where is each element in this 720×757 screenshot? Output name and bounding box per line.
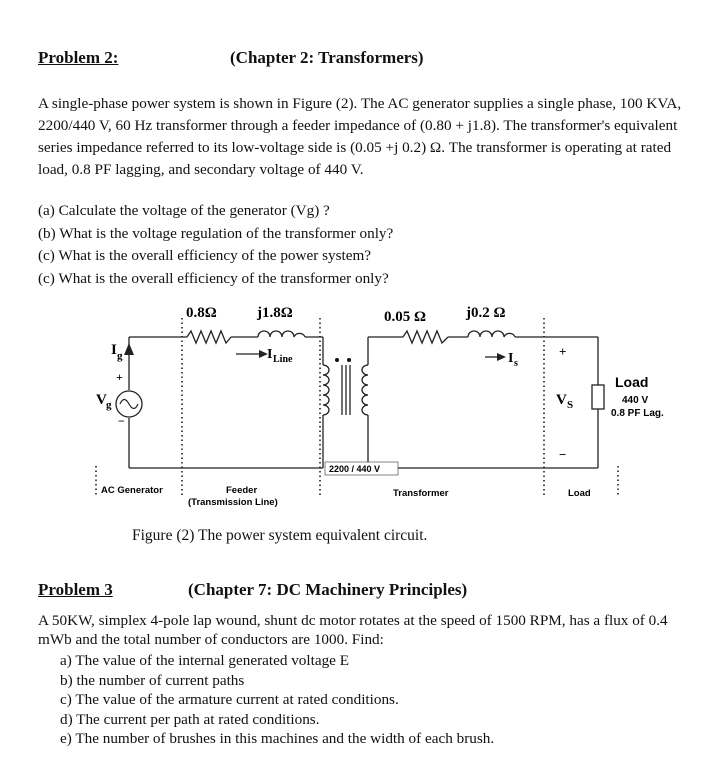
problem3-statement: A 50KW, simplex 4-pole lap wound, shunt dc motor rotates at the speed of 1500 RPM, has a flux of 0.4 mWb and the total number of conductors are 1000. Find:: [38, 612, 668, 648]
problem2-chapter: (Chapter 2: Transformers): [230, 48, 424, 67]
item-d: d) The current per path at rated conditions.: [60, 710, 320, 728]
item-e: e) The number of brushes in this machines and the width of each brush.: [60, 730, 495, 747]
polarity-dot-secondary: [347, 358, 351, 362]
primary-winding: [323, 365, 329, 415]
feeder-resistance-value: 0.8Ω: [186, 305, 217, 321]
item-b: b) the number of current paths: [60, 671, 245, 689]
iline-subscript: Line: [273, 354, 293, 365]
vs-subscript: S: [567, 399, 574, 411]
problem3-chapter: (Chapter 7: DC Machinery Principles): [188, 580, 468, 599]
turns-ratio: 2200 / 440 V: [329, 464, 381, 474]
is-arrow-icon: [497, 353, 506, 361]
is-subscript: s: [514, 358, 518, 369]
secondary-winding: [362, 365, 368, 415]
figure-caption: Figure (2) The power system equivalent circuit.: [132, 527, 428, 544]
section-label-transmission-line: (Transmission Line): [188, 497, 278, 508]
load-box: [592, 385, 604, 409]
ig-label: I: [111, 342, 117, 358]
section-label-feeder: Feeder: [226, 485, 258, 496]
vg-minus-sign: −: [118, 414, 125, 428]
vg-plus-sign: +: [116, 370, 123, 384]
question-c: (c) What is the overall efficiency of the power system?: [38, 247, 372, 264]
section-label-generator: AC Generator: [101, 485, 163, 496]
transformer-resistance-value: 0.05 Ω: [384, 309, 427, 325]
feeder-inductor: [258, 331, 305, 337]
polarity-dot-primary: [335, 358, 339, 362]
problem2-title: Problem 2:: [38, 48, 119, 67]
transformer-resistor: [403, 331, 448, 343]
item-a: a) The value of the internal generated voltage E: [60, 652, 349, 669]
question-a: (a) Calculate the voltage of the generator (Vg) ?: [38, 202, 330, 219]
ig-arrow-icon: [124, 343, 134, 355]
vg-subscript: g: [106, 399, 112, 411]
iline-label: I: [267, 347, 273, 362]
transformer-inductor: [468, 331, 515, 337]
vs-label: V: [556, 392, 567, 408]
section-label-load: Load: [568, 488, 591, 499]
load-title: Load: [615, 374, 649, 390]
is-label: I: [508, 351, 514, 366]
item-c: c) The value of the armature current at rated conditions.: [60, 691, 399, 708]
problem2-statement: A single-phase power system is shown in Figure (2). The AC generator supplies a single phase, 100 KVA, 2200/440 V, 60 Hz transformer through a feeder impedance of (0.80 + j1.8). The transformer's equivalent series impedance referred to its low-voltage side is (0.05 +j 0.2) Ω. The transformer is operating at rated load, 0.8 PF lagging, and secondary voltage of 440 V.: [38, 95, 682, 178]
vs-plus-sign: +: [559, 344, 567, 359]
problem3-items: [60, 651, 494, 749]
vs-minus-sign: −: [559, 447, 567, 462]
feeder-resistor: [187, 331, 231, 343]
problem3-title: Problem 3: [38, 580, 113, 599]
question-c2: (c) What is the overall efficiency of the transformer only?: [38, 269, 389, 287]
section-label-transformer: Transformer: [393, 488, 449, 499]
load-voltage: 440 V: [622, 395, 649, 406]
transformer-reactance-value: j0.2 Ω: [466, 305, 506, 321]
load-power-factor: 0.8 PF Lag.: [611, 408, 664, 419]
ig-subscript: g: [117, 350, 123, 362]
question-b: (b) What is the voltage regulation of the transformer only?: [38, 224, 394, 242]
feeder-reactance-value: j1.8Ω: [257, 305, 293, 321]
vg-label: V: [96, 392, 107, 408]
